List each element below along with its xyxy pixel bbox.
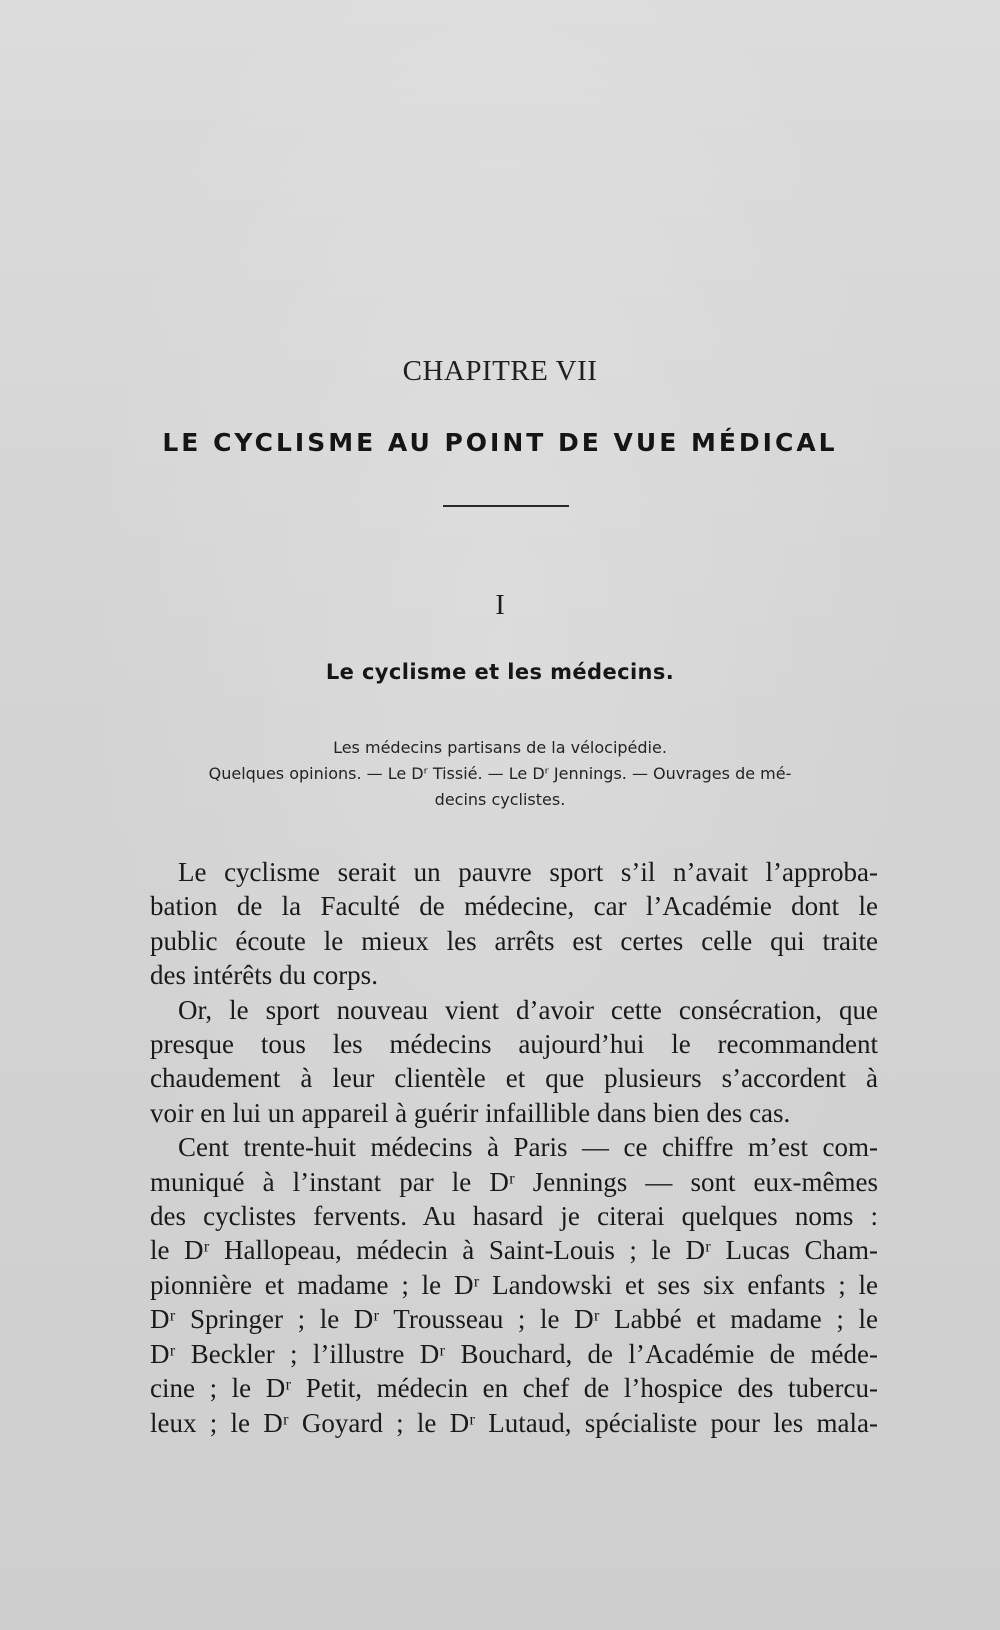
body-text — [150, 855, 878, 1440]
body-line: cine ; le Dʳ Petit, médecin en chef de l’hospice des tubercu- — [150, 1373, 878, 1404]
body-line: Le cyclisme serait un pauvre sport s’il n’avait l’approba- — [178, 857, 878, 887]
chapter-label: CHAPITRE VII — [402, 355, 598, 387]
body-line: public écoute le mieux les arrêts est certes celle qui traite — [150, 925, 878, 956]
chapter-divider — [443, 505, 569, 507]
body-line: Dʳ Beckler ; l’illustre Dʳ Bouchard, de l’Académie de méde- — [150, 1338, 878, 1369]
summary-line: Les médecins partisans de la vélocipédie. — [333, 738, 667, 757]
summary-line: Quelques opinions. — Le Dʳ Tissié. — Le Dʳ Jennings. — Ouvrages de mé- — [208, 764, 792, 783]
body-line: le Dʳ Hallopeau, médecin à Saint-Louis ; le Dʳ Lucas Cham- — [150, 1235, 878, 1266]
body-line: des cyclistes fervents. Au hasard je citerai quelques noms : — [150, 1201, 878, 1232]
body-line: Dʳ Springer ; le Dʳ Trousseau ; le Dʳ Labbé et madame ; le — [150, 1304, 878, 1335]
section-summary — [145, 735, 855, 813]
summary-line: decins cyclistes. — [434, 790, 566, 809]
body-line: pionnière et madame ; le Dʳ Landowski et ses six enfants ; le — [150, 1269, 878, 1300]
body-line: Cent trente-huit médecins à Paris — ce chiffre m’est com- — [178, 1132, 878, 1163]
body-line: muniqué à l’instant par le Dʳ Jennings — sont eux-mêmes — [150, 1166, 878, 1197]
chapter-title: LE CYCLISME AU POINT DE VUE MÉDICAL — [162, 428, 838, 457]
section-number: I — [495, 590, 505, 621]
body-line: leux ; le Dʳ Goyard ; le Dʳ Lutaud, spécialiste pour les mala- — [150, 1407, 878, 1438]
body-line: bation de la Faculté de médecine, car l’Académie dont le — [150, 891, 878, 922]
body-line: voir en lui un appareil à guérir infaillible dans bien des cas. — [150, 1097, 791, 1128]
body-line: chaudement à leur clientèle et que plusieurs s’accordent à — [150, 1063, 878, 1094]
body-line: Or, le sport nouveau vient d’avoir cette consécration, que — [178, 994, 878, 1025]
section-title: Le cyclisme et les médecins. — [325, 660, 675, 684]
body-line: presque tous les médecins aujourd’hui le recommandent — [150, 1029, 878, 1060]
body-line: des intérêts du corps. — [150, 960, 378, 991]
